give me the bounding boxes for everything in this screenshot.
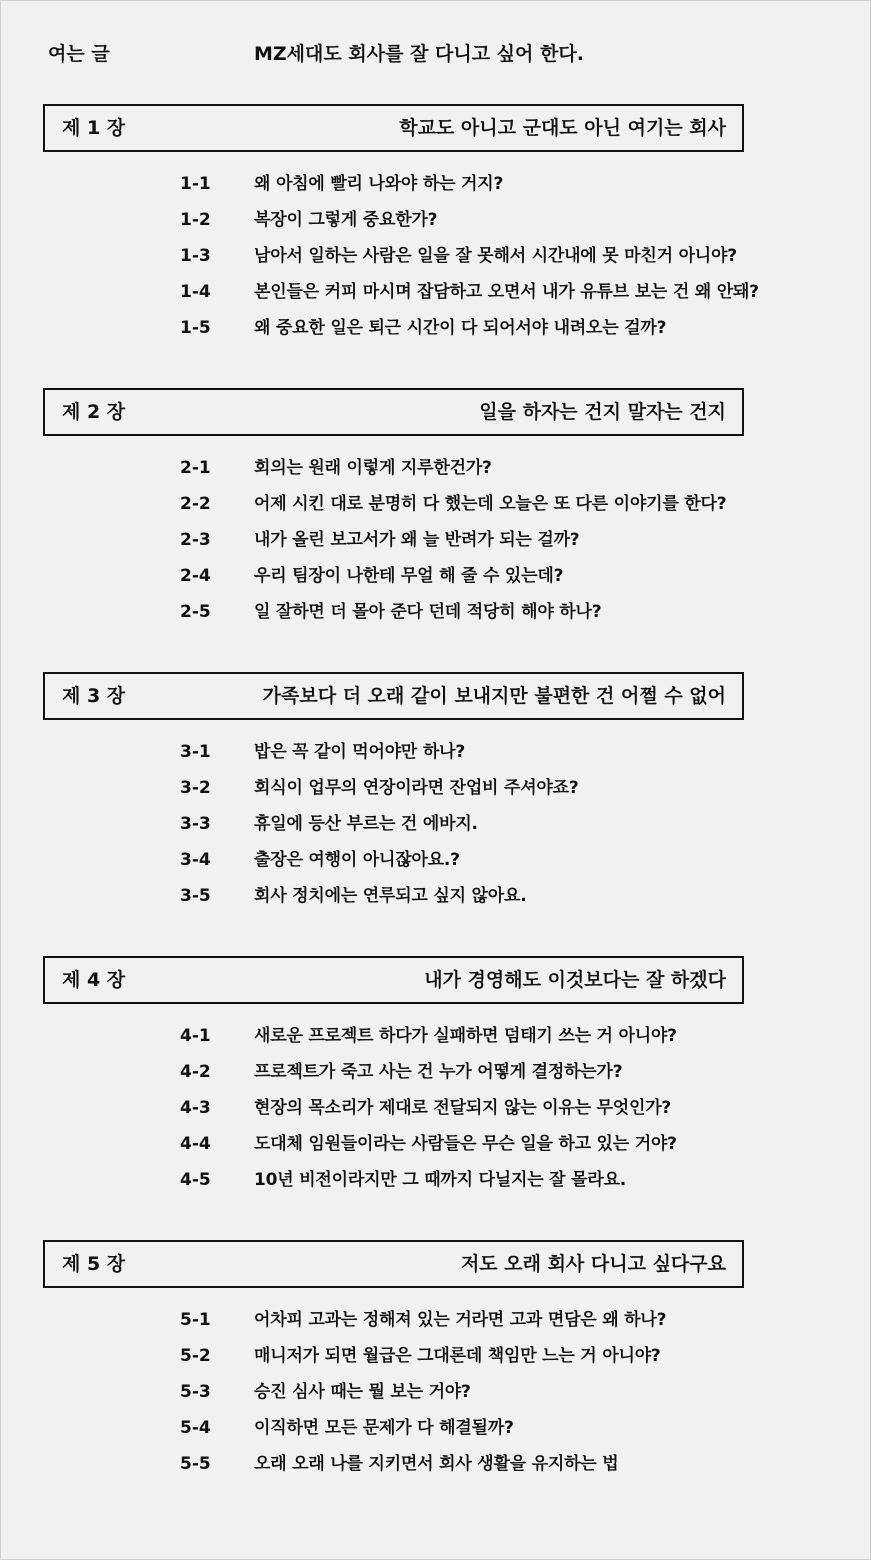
section-number: 4-5 <box>180 1170 211 1190</box>
section-title: 어제 시킨 대로 분명히 다 했는데 오늘은 또 다른 이야기를 한다? <box>254 494 727 514</box>
section-title: 밥은 꼭 같이 먹어야만 하나? <box>254 742 465 762</box>
chapter-label: 제 3 장 <box>62 685 126 707</box>
section-item <box>43 594 823 630</box>
section-item <box>43 1338 823 1374</box>
section-item <box>43 166 823 202</box>
section-number: 5-1 <box>180 1310 211 1330</box>
section-title: 도대체 임원들이라는 사람들은 무슨 일을 하고 있는 거야? <box>254 1134 677 1154</box>
section-number: 2-2 <box>180 494 211 514</box>
section-title: 휴일에 등산 부르는 건 에바지. <box>254 814 478 834</box>
section-number: 1-1 <box>180 174 211 194</box>
section-title: 일 잘하면 더 몰아 준다 던데 적당히 해야 하나? <box>254 602 602 622</box>
section-title: 승진 심사 때는 뭘 보는 거야? <box>254 1382 471 1402</box>
section-number: 1-5 <box>180 318 211 338</box>
chapter-title: 저도 오래 회사 다니고 싶다구요 <box>460 1253 726 1275</box>
chapter-2 <box>43 388 823 630</box>
section-number: 3-4 <box>180 850 211 870</box>
section-title: 어차피 고과는 정해져 있는 거라면 고과 면담은 왜 하나? <box>254 1310 667 1330</box>
section-number: 5-4 <box>180 1418 211 1438</box>
section-item <box>43 522 823 558</box>
chapter-header <box>43 388 744 436</box>
section-number: 1-3 <box>180 246 211 266</box>
section-item <box>43 238 823 274</box>
intro-row <box>48 38 828 70</box>
chapter-5 <box>43 1240 823 1482</box>
section-list <box>43 1018 823 1198</box>
chapter-4 <box>43 956 823 1198</box>
section-title: 이직하면 모든 문제가 다 해결될까? <box>254 1418 514 1438</box>
chapter-label: 제 5 장 <box>62 1253 126 1275</box>
section-number: 3-2 <box>180 778 211 798</box>
chapter-label: 제 1 장 <box>62 117 126 139</box>
chapter-title: 일을 하자는 건지 말자는 건지 <box>479 401 726 423</box>
section-number: 2-4 <box>180 566 211 586</box>
chapter-header <box>43 104 744 152</box>
section-number: 2-3 <box>180 530 211 550</box>
section-title: 우리 팀장이 나한테 무얼 해 줄 수 있는데? <box>254 566 564 586</box>
section-title: 복장이 그렇게 중요한가? <box>254 210 438 230</box>
section-number: 5-2 <box>180 1346 211 1366</box>
section-list <box>43 1302 823 1482</box>
section-title: 본인들은 커피 마시며 잡담하고 오면서 내가 유튜브 보는 건 왜 안돼? <box>254 282 759 302</box>
section-number: 4-2 <box>180 1062 211 1082</box>
chapter-title: 가족보다 더 오래 같이 보내지만 불편한 건 어쩔 수 없어 <box>262 685 726 707</box>
section-item <box>43 770 823 806</box>
chapter-3 <box>43 672 823 914</box>
section-number: 5-3 <box>180 1382 211 1402</box>
section-title: 현장의 목소리가 제대로 전달되지 않는 이유는 무엇인가? <box>254 1098 672 1118</box>
section-item <box>43 450 823 486</box>
section-item <box>43 878 823 914</box>
section-item <box>43 1162 823 1198</box>
intro-title: MZ세대도 회사를 잘 다니고 싶어 한다. <box>254 43 584 65</box>
section-item <box>43 1410 823 1446</box>
section-number: 4-3 <box>180 1098 211 1118</box>
section-number: 2-1 <box>180 458 211 478</box>
section-number: 1-4 <box>180 282 211 302</box>
section-item <box>43 1302 823 1338</box>
section-item <box>43 310 823 346</box>
section-title: 매니저가 되면 월급은 그대론데 책임만 느는 거 아니야? <box>254 1346 661 1366</box>
section-title: 10년 비전이라지만 그 때까지 다닐지는 잘 몰라요. <box>254 1170 627 1190</box>
section-item <box>43 202 823 238</box>
section-number: 4-1 <box>180 1026 211 1046</box>
section-item <box>43 558 823 594</box>
section-title: 프로젝트가 죽고 사는 건 누가 어떻게 결정하는가? <box>254 1062 623 1082</box>
section-number: 3-5 <box>180 886 211 906</box>
section-list <box>43 450 823 630</box>
section-item <box>43 1090 823 1126</box>
section-number: 2-5 <box>180 602 211 622</box>
section-title: 오래 오래 나를 지키면서 회사 생활을 유지하는 법 <box>254 1454 619 1474</box>
section-title: 새로운 프로젝트 하다가 실패하면 덤태기 쓰는 거 아니야? <box>254 1026 677 1046</box>
section-title: 출장은 여행이 아니잖아요.? <box>254 850 460 870</box>
section-title: 왜 중요한 일은 퇴근 시간이 다 되어서야 내려오는 걸까? <box>254 318 667 338</box>
section-item <box>43 486 823 522</box>
chapter-header <box>43 1240 744 1288</box>
chapter-1 <box>43 104 823 346</box>
section-item <box>43 1018 823 1054</box>
section-number: 1-2 <box>180 210 211 230</box>
section-item <box>43 1054 823 1090</box>
chapter-header <box>43 672 744 720</box>
section-item <box>43 1446 823 1482</box>
section-number: 4-4 <box>180 1134 211 1154</box>
chapter-title: 내가 경영해도 이것보다는 잘 하겠다 <box>424 969 726 991</box>
chapter-label: 제 2 장 <box>62 401 126 423</box>
intro-label: 여는 글 <box>48 43 110 65</box>
chapter-header <box>43 956 744 1004</box>
section-item <box>43 806 823 842</box>
section-list <box>43 166 823 346</box>
section-title: 회사 정치에는 연루되고 싶지 않아요. <box>254 886 527 906</box>
section-title: 회식이 업무의 연장이라면 잔업비 주셔야죠? <box>254 778 579 798</box>
section-title: 왜 아침에 빨리 나와야 하는 거지? <box>254 174 504 194</box>
section-item <box>43 842 823 878</box>
section-item <box>43 1126 823 1162</box>
section-list <box>43 734 823 914</box>
section-item <box>43 1374 823 1410</box>
chapter-label: 제 4 장 <box>62 969 126 991</box>
section-title: 내가 올린 보고서가 왜 늘 반려가 되는 걸까? <box>254 530 580 550</box>
section-number: 5-5 <box>180 1454 211 1474</box>
section-item <box>43 734 823 770</box>
section-title: 회의는 원래 이렇게 지루한건가? <box>254 458 492 478</box>
chapter-title: 학교도 아니고 군대도 아닌 여기는 회사 <box>399 117 726 139</box>
section-title: 남아서 일하는 사람은 일을 잘 못해서 시간내에 못 마친거 아니야? <box>254 246 737 266</box>
section-item <box>43 274 823 310</box>
section-number: 3-3 <box>180 814 211 834</box>
section-number: 3-1 <box>180 742 211 762</box>
